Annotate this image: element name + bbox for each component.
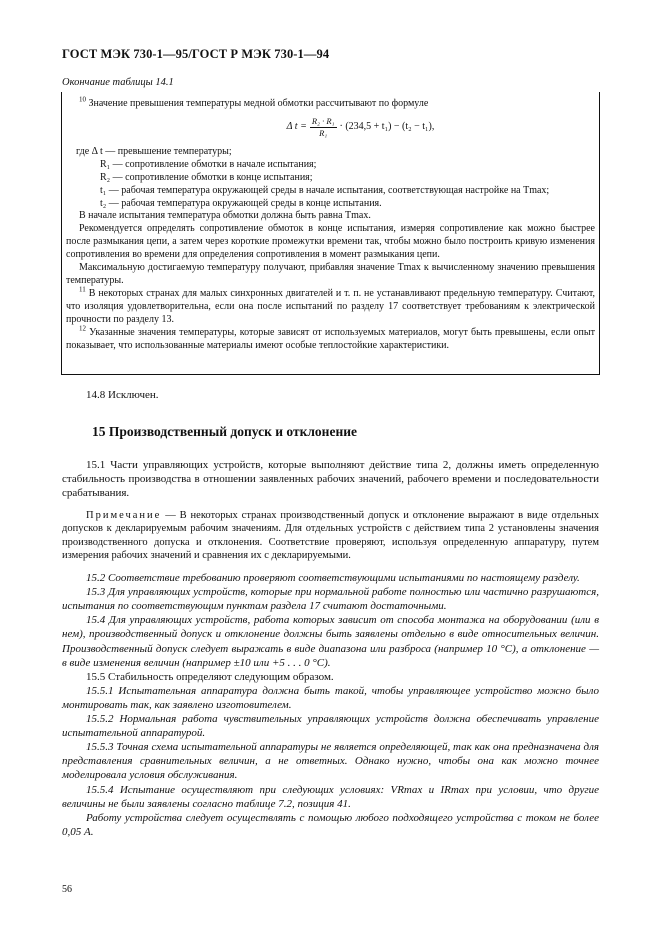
max-temperature-text: Максимальную достигаемую температуру получают, прибавляя значение Tmax к вычисленному значению превышения температуры.	[66, 262, 595, 286]
table-14-1-continuation	[61, 92, 600, 375]
clause-15-4: 15.4 Для управляющих устройств, работа которых зависит от способа монтажа на оборудовании (или в нем), производственный допуск и отклонение должны быть заявлены отдельно в виде относительных величин. Производственный допуск следует выражать в виде диапазона или разброса (например 10 °С), а отклонение — в виде изменения величин (например ±10 или +5 . . . 0 °С).	[62, 614, 599, 669]
clause-15-3: 15.3 Для управляющих устройств, которые при нормальной работе полностью или частично разрушаются, испытания по соответствующим пунктам раздела 17 считают достаточными.	[62, 586, 599, 613]
footnote-mark: 11	[79, 285, 86, 294]
clause-15-5-4-operation: Работу устройства следует осуществлять с помощью любого подходящего устройства с током не более 0,05 А.	[62, 811, 599, 838]
clause-15-2: 15.2 Соответствие требованию проверяют соответствующими испытаниями по настоящему разделу.	[86, 572, 580, 585]
running-header: ГОСТ МЭК 730-1—95/ГОСТ Р МЭК 730-1—94	[62, 47, 330, 61]
note-text: — В некоторых странах производственный допуск и отклонение выражают в виде отдельных допусков к декларируемым рабочим значениям. Для отдельных устройств с действием типа 2 установлены значения производственного допуска и отклонения. Соответствие проверяют, используя определенную аппаратуру, путем измерения рабочих значений и сравнения их с декларируемыми.	[62, 510, 599, 561]
start-temperature-text: В начале испытания температура обмотки должна быть равна Tmax.	[79, 210, 371, 222]
formula-rhs: · (234,5 + t₁) − (t₂ − t₁),	[339, 121, 435, 133]
clause-15-5: 15.5 Стабильность определяют следующим образом.	[86, 670, 334, 683]
footnote-12: $^{12}$ Указанные значения температуры, которые зависят от используемых материалов, могут быть превышены, если опыт показывает, что использованные материалы имеют особые теплостойкие характеристики.	[66, 324, 595, 351]
clause-14-8: 14.8 Исключен.	[86, 389, 159, 401]
table-footnotes	[66, 92, 595, 352]
table-caption: Окончание таблицы 14.1	[62, 77, 174, 88]
clause-15-5-2: 15.5.2 Нормальная работа чувствительных управляющих устройств должна обеспечивать управление испытательной аппаратурой.	[62, 713, 599, 740]
where-t2: t₂ — рабочая температура окружающей среды в конце испытания.	[100, 197, 382, 209]
formula-denominator: R₁	[319, 128, 328, 139]
where-intro: где Δ t — превышение температуры;	[76, 145, 232, 157]
note-label: Примечание	[86, 510, 162, 522]
footnote-mark: 12	[79, 324, 86, 333]
where-r1: R₁ — сопротивление обмотки в начале испытания;	[100, 158, 317, 170]
where-t1: t₁ — рабочая температура окружающей среды в начале испытания, соответствующая настройке на Tmax;	[100, 184, 550, 196]
footnote-mark: 10	[79, 95, 86, 104]
footnote-11: $^{11}$ В некоторых странах для малых синхронных двигателей и т. п. не устанавливают предельную температуру. Считают, что изоляция удовлетворительна, если она после испытаний по разделу 17 соответствует требованиям к электрической прочности по разделу 13.	[66, 285, 596, 325]
clause-15-1: 15.1 Части управляющих устройств, которые выполняют действие типа 2, должны иметь определенную стабильность производства в отношении заявленных рабочих значений, рабочего времени и последовательности срабатывания.	[62, 459, 599, 500]
formula-lhs: Δ t =	[286, 121, 307, 133]
section-15-heading: 15 Производственный допуск и отклонение	[92, 424, 357, 439]
where-r2: R₂ — сопротивление обмотки в конце испытания;	[100, 171, 313, 183]
formula-fraction	[310, 116, 337, 139]
clause-15-5-3: 15.5.3 Точная схема испытательной аппаратуры не является определяющей, так как она предназначена для представления сравнительных величин, а не ответных. Однако нужно, чтобы она как можно точнее моделировала условия обслуживания.	[62, 741, 599, 782]
page-number: 56	[62, 884, 72, 895]
clause-15-5-1: 15.5.1 Испытательная аппаратура должна быть такой, чтобы управляющее устройство можно было монтировать так, как заявлено изготовителем.	[62, 684, 599, 711]
section-15-body	[62, 458, 599, 839]
footnote-10: $^{10}$ Значение превышения температуры медной обмотки рассчитывают по формуле	[79, 95, 429, 109]
formula-numerator: R₂ · R₁	[311, 116, 335, 127]
recommendation-text: Рекомендуется определять сопротивление обмоток в конце испытания, измеряя сопротивление как можно быстрее после размыкания цепи, а затем через короткие промежутки времени так, чтобы можно было построить кривую изменения сопротивления во времени для определения сопротивления в момент размыкания цепи.	[66, 223, 595, 261]
temperature-formula	[126, 115, 595, 141]
clause-15-5-4: 15.5.4 Испытание осуществляют при следующих условиях: VRmax и IRmax при условии, что другие величины не были заявлены согласно таблице 7.2, позиция 41.	[62, 783, 599, 810]
note-paragraph	[62, 509, 599, 562]
